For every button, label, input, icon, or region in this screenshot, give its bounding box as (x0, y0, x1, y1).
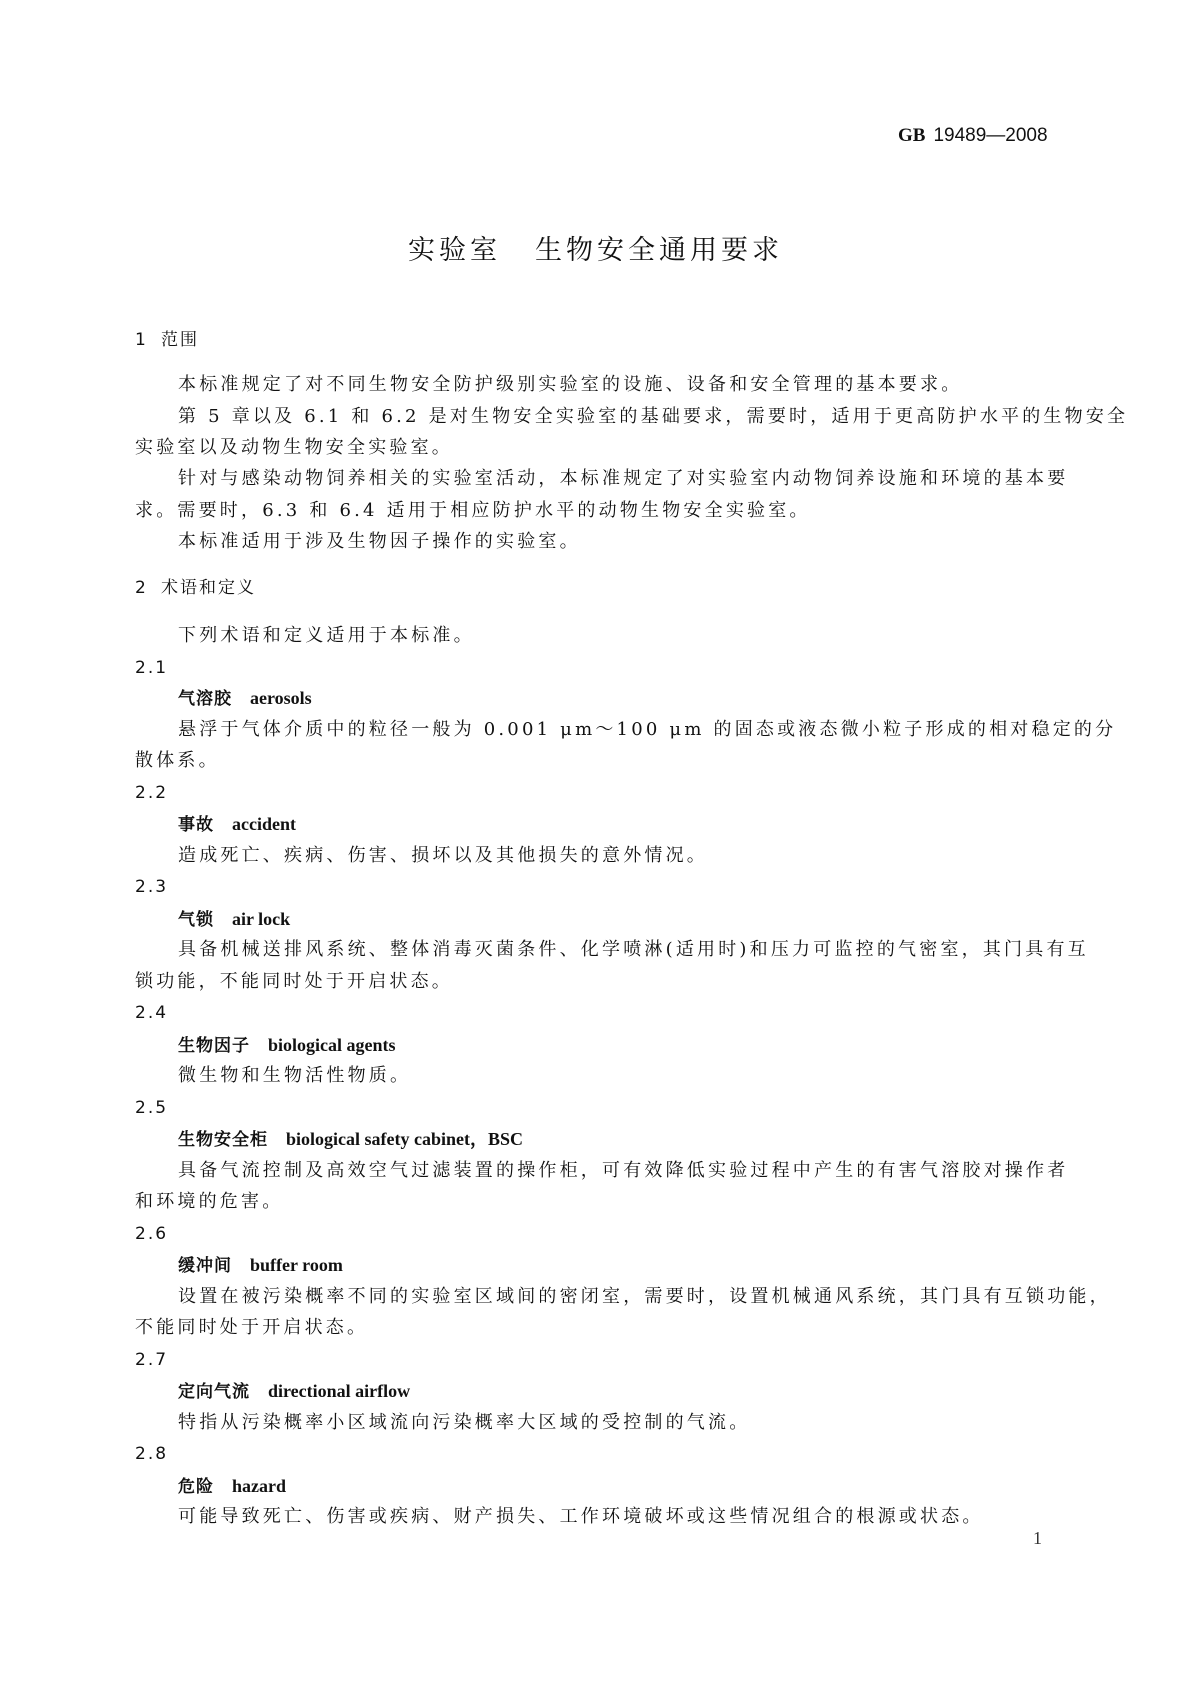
page-number: 1 (1033, 1528, 1042, 1548)
term-heading: 危险 hazard (178, 1476, 286, 1497)
definition-line: 特指从污染概率小区域流向污染概率大区域的受控制的气流。 (178, 1412, 751, 1433)
clause-number: 2.2 (135, 783, 169, 803)
term-heading: 气溶胶 aerosols (178, 688, 312, 709)
definition-line: 悬浮于气体介质中的粒径一般为 0.001 μm～100 μm 的固态或液态微小粒子形成的相对稳定的分 (178, 719, 1117, 740)
term-heading: 定向气流 directional airflow (178, 1381, 411, 1402)
clause-number: 2.4 (135, 1003, 169, 1023)
clause-number: 2.6 (135, 1224, 169, 1244)
clause-number: 2.3 (135, 877, 169, 897)
term-heading: 生物因子 biological agents (178, 1035, 396, 1056)
document-title (0, 228, 1191, 267)
term-heading: 气锁 air lock (178, 909, 291, 930)
paragraph-line: 下列术语和定义适用于本标准。 (178, 625, 475, 646)
definition-line: 不能同时处于开启状态。 (135, 1317, 369, 1338)
section-heading-terms: 2 术语和定义 (135, 578, 256, 598)
clause-number: 2.5 (135, 1098, 169, 1118)
paragraph-line: 求。需要时，6.3 和 6.4 适用于相应防护水平的动物生物安全实验室。 (135, 500, 811, 521)
standard-prefix: GB (898, 125, 926, 146)
paragraph-line: 第 5 章以及 6.1 和 6.2 是对生物安全实验室的基础要求，需要时，适用于更高防护水平的生物安全 (178, 406, 1129, 427)
term-heading: 缓冲间 buffer room (178, 1255, 343, 1276)
term-heading: 生物安全柜 biological safety cabinet，BSC (178, 1129, 523, 1150)
definition-line: 散体系。 (135, 750, 220, 771)
term-heading: 事故 accident (178, 814, 296, 835)
definition-line: 和环境的危害。 (135, 1191, 284, 1212)
standard-code (898, 124, 1048, 147)
paragraph-line: 本标准适用于涉及生物因子操作的实验室。 (178, 531, 581, 552)
title-part-1: 实验室 (408, 235, 501, 266)
title-part-2: 生物安全通用要求 (535, 235, 783, 266)
paragraph-line: 本标准规定了对不同生物安全防护级别实验室的设施、设备和安全管理的基本要求。 (178, 374, 963, 395)
definition-line: 锁功能，不能同时处于开启状态。 (135, 971, 453, 992)
paragraph-line: 实验室以及动物生物安全实验室。 (135, 437, 453, 458)
definition-line: 设置在被污染概率不同的实验室区域间的密闭室，需要时，设置机械通风系统，其门具有互锁功能， (178, 1286, 1111, 1307)
section-heading-scope: 1 范围 (135, 330, 199, 350)
paragraph-line: 针对与感染动物饲养相关的实验室活动，本标准规定了对实验室内动物饲养设施和环境的基本要 (178, 468, 1069, 489)
definition-line: 具备机械送排风系统、整体消毒灭菌条件、化学喷淋(适用时)和压力可监控的气密室，其门具有互 (178, 939, 1089, 960)
definition-line: 造成死亡、疾病、伤害、损坏以及其他损失的意外情况。 (178, 845, 708, 866)
standard-number: 19489—2008 (933, 125, 1048, 146)
definition-line: 微生物和生物活性物质。 (178, 1065, 412, 1086)
clause-number: 2.7 (135, 1350, 169, 1370)
clause-number: 2.1 (135, 658, 169, 678)
definition-line: 可能导致死亡、伤害或疾病、财产损失、工作环境破坏或这些情况组合的根源或状态。 (178, 1506, 984, 1527)
clause-number: 2.8 (135, 1444, 169, 1464)
definition-line: 具备气流控制及高效空气过滤装置的操作柜，可有效降低实验过程中产生的有害气溶胶对操作者 (178, 1160, 1069, 1181)
